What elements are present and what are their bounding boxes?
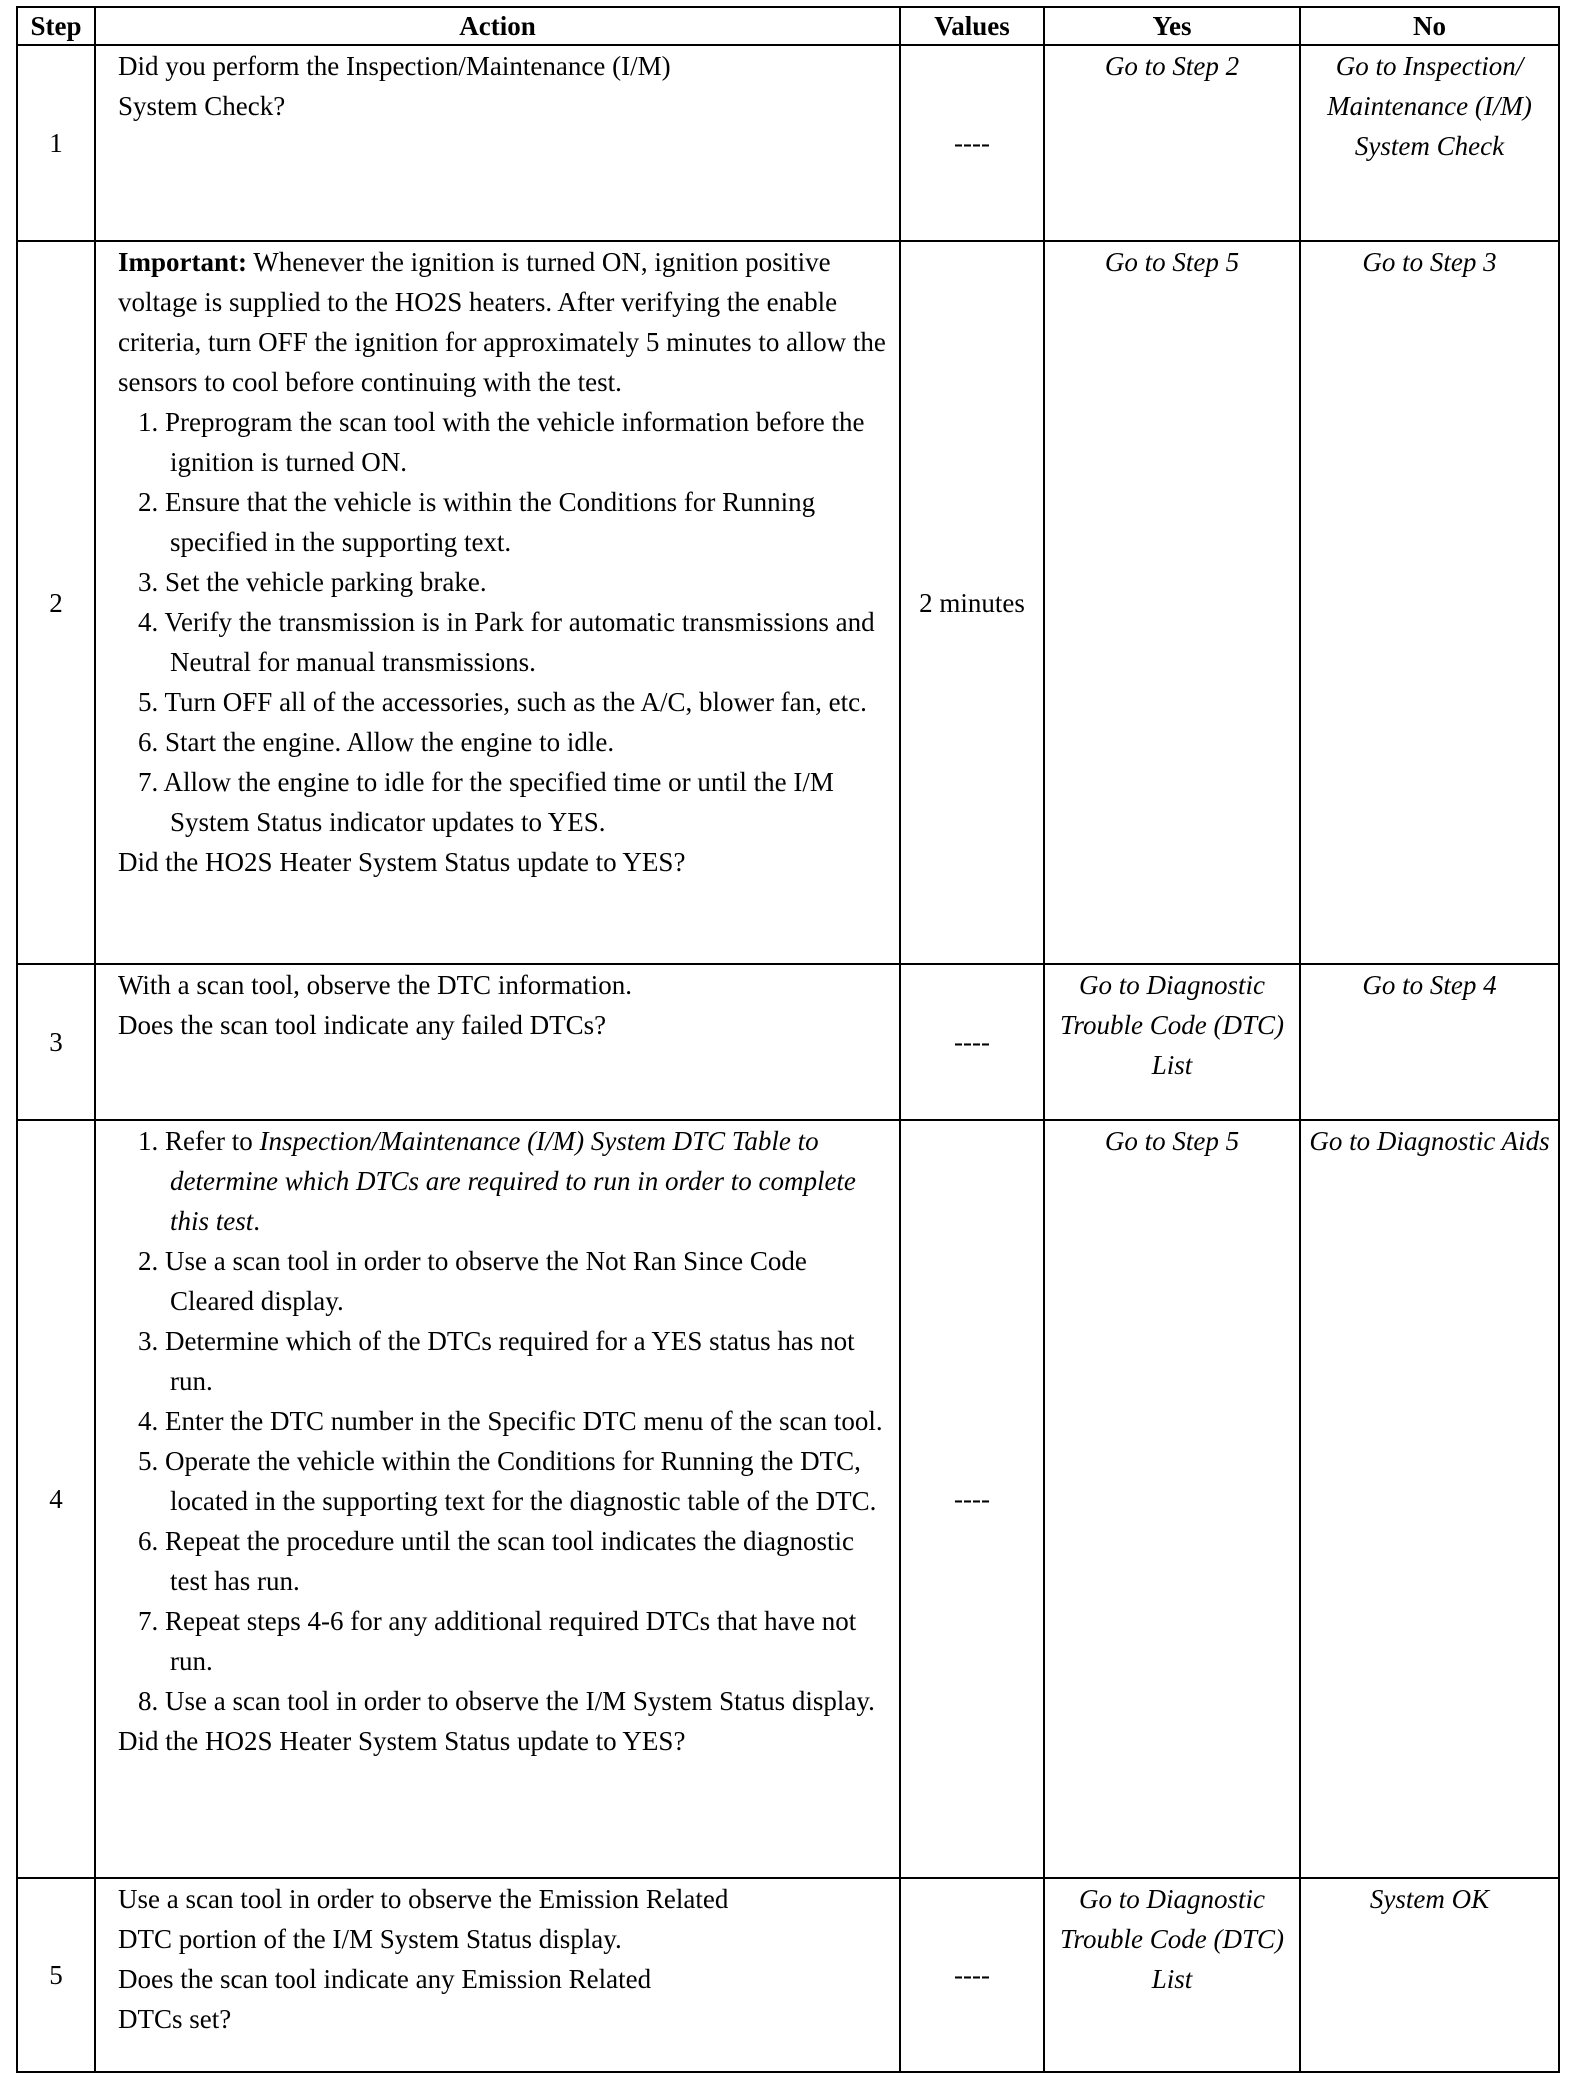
list-item: 6. Repeat the procedure until the scan tool indicates the diagnostic test has run. bbox=[138, 1526, 855, 1596]
no-cell bbox=[1300, 1878, 1559, 2072]
yes-cell bbox=[1044, 241, 1300, 964]
list-item: 4. Verify the transmission is in Park for automatic transmissions and Neutral for manual transmissions. bbox=[138, 607, 875, 677]
table-row bbox=[17, 964, 1559, 1120]
step1-suffix: . bbox=[253, 1206, 261, 1236]
yes-bottom-text: Go to Step 5 bbox=[1104, 247, 1240, 277]
values-cell: ---- bbox=[900, 45, 1044, 241]
important-text: Whenever the ignition is turned ON, ignition positive voltage is supplied to the HO2S heaters. After verifying the enable criteria, turn OFF the ignition for approximately 5 minutes to allow the sensors to cool before continuing with the test. bbox=[118, 247, 886, 397]
yes-bottom-text: Go to Step 5 bbox=[1104, 1126, 1240, 1156]
yes-cell bbox=[1044, 45, 1300, 241]
action-line: Does the scan tool indicate any failed DTCs? bbox=[118, 1010, 607, 1040]
no-bottom-text: System OK bbox=[1369, 1884, 1490, 1914]
yes-top-text: Go to Diagnostic Trouble Code (DTC) List bbox=[1059, 970, 1284, 1080]
step1-prefix: 1. Refer to bbox=[138, 1126, 260, 1156]
header-step: Step bbox=[17, 7, 95, 45]
action-line: Use a scan tool in order to observe the Emission Related bbox=[118, 1884, 729, 1914]
table-row bbox=[17, 1878, 1559, 2072]
table-row bbox=[17, 241, 1559, 964]
list-item bbox=[118, 1121, 893, 1241]
header-yes: Yes bbox=[1044, 7, 1300, 45]
yes-top-text: Go to Diagnostic Trouble Code (DTC) List bbox=[1059, 1884, 1284, 1994]
yes-cell bbox=[1044, 1120, 1300, 1878]
action-line: Does the scan tool indicate any Emission Related bbox=[118, 1964, 652, 1994]
important-label: Important: bbox=[118, 247, 247, 277]
step-number: 4 bbox=[17, 1120, 95, 1878]
list-item: 7. Allow the engine to idle for the specified time or until the I/M System Status indicator updates to YES. bbox=[138, 767, 834, 837]
no-bottom-text: Go to Step 3 bbox=[1362, 247, 1497, 277]
list-item: 2. Use a scan tool in order to observe the Not Ran Since Code Cleared display. bbox=[138, 1246, 807, 1316]
list-item: 7. Repeat steps 4-6 for any additional required DTCs that have not run. bbox=[138, 1606, 857, 1676]
action-line: DTCs set? bbox=[118, 2004, 232, 2034]
list-item: 4. Enter the DTC number in the Specific DTC menu of the scan tool. bbox=[138, 1406, 883, 1436]
question-text: Did the HO2S Heater System Status update to YES? bbox=[118, 847, 686, 877]
step1-reference: Inspection/Maintenance (I/M) System DTC Table to determine which DTCs are required to run in order to complete this test bbox=[170, 1126, 856, 1236]
no-top-text: Go to Inspection/ Maintenance (I/M) System Check bbox=[1327, 51, 1532, 161]
question-text: Did the HO2S Heater System Status update to YES? bbox=[118, 1726, 686, 1756]
action-line: Did you perform the Inspection/Maintenance (I/M) bbox=[118, 51, 671, 81]
action-cell bbox=[95, 241, 900, 964]
yes-cell bbox=[1044, 1878, 1300, 2072]
step-number: 5 bbox=[17, 1878, 95, 2072]
action-line: With a scan tool, observe the DTC information. bbox=[118, 970, 633, 1000]
values-cell: 2 minutes bbox=[900, 241, 1044, 964]
header-no: No bbox=[1300, 7, 1559, 45]
list-item: 6. Start the engine. Allow the engine to idle. bbox=[138, 727, 615, 757]
important-note bbox=[118, 242, 893, 402]
no-cell bbox=[1300, 241, 1559, 964]
list-item: 1. Preprogram the scan tool with the vehicle information before the ignition is turned ON. bbox=[138, 407, 865, 477]
values-cell: ---- bbox=[900, 1120, 1044, 1878]
list-item: 5. Operate the vehicle within the Conditions for Running the DTC, located in the supporting text for the diagnostic table of the DTC. bbox=[138, 1446, 877, 1516]
action-line: DTC portion of the I/M System Status display. bbox=[118, 1924, 622, 1954]
no-cell bbox=[1300, 964, 1559, 1120]
yes-cell bbox=[1044, 964, 1300, 1120]
diagnostic-table bbox=[16, 6, 1560, 2073]
action-cell bbox=[95, 45, 900, 241]
table-row bbox=[17, 1120, 1559, 1878]
action-cell bbox=[95, 1878, 900, 2072]
list-item: 3. Set the vehicle parking brake. bbox=[138, 567, 487, 597]
table-row bbox=[17, 45, 1559, 241]
list-item: 8. Use a scan tool in order to observe the I/M System Status display. bbox=[138, 1686, 875, 1716]
no-cell bbox=[1300, 45, 1559, 241]
action-line: System Check? bbox=[118, 91, 286, 121]
list-item: 3. Determine which of the DTCs required for a YES status has not run. bbox=[138, 1326, 855, 1396]
header-values: Values bbox=[900, 7, 1044, 45]
yes-bottom-text: Go to Step 2 bbox=[1104, 51, 1240, 81]
procedure-list bbox=[118, 402, 893, 842]
list-item: 5. Turn OFF all of the accessories, such as the A/C, blower fan, etc. bbox=[138, 687, 867, 717]
header-action: Action bbox=[95, 7, 900, 45]
list-item: 2. Ensure that the vehicle is within the Conditions for Running specified in the supporting text. bbox=[138, 487, 816, 557]
values-cell: ---- bbox=[900, 964, 1044, 1120]
no-bottom-text: Go to Step 4 bbox=[1362, 970, 1497, 1000]
step-number: 2 bbox=[17, 241, 95, 964]
header-row bbox=[17, 7, 1559, 45]
values-cell: ---- bbox=[900, 1878, 1044, 2072]
action-cell bbox=[95, 1120, 900, 1878]
no-cell bbox=[1300, 1120, 1559, 1878]
no-bottom-text: Go to Diagnostic Aids bbox=[1309, 1126, 1550, 1156]
action-cell bbox=[95, 964, 900, 1120]
procedure-list bbox=[118, 1121, 893, 1721]
step-number: 3 bbox=[17, 964, 95, 1120]
step-number: 1 bbox=[17, 45, 95, 241]
